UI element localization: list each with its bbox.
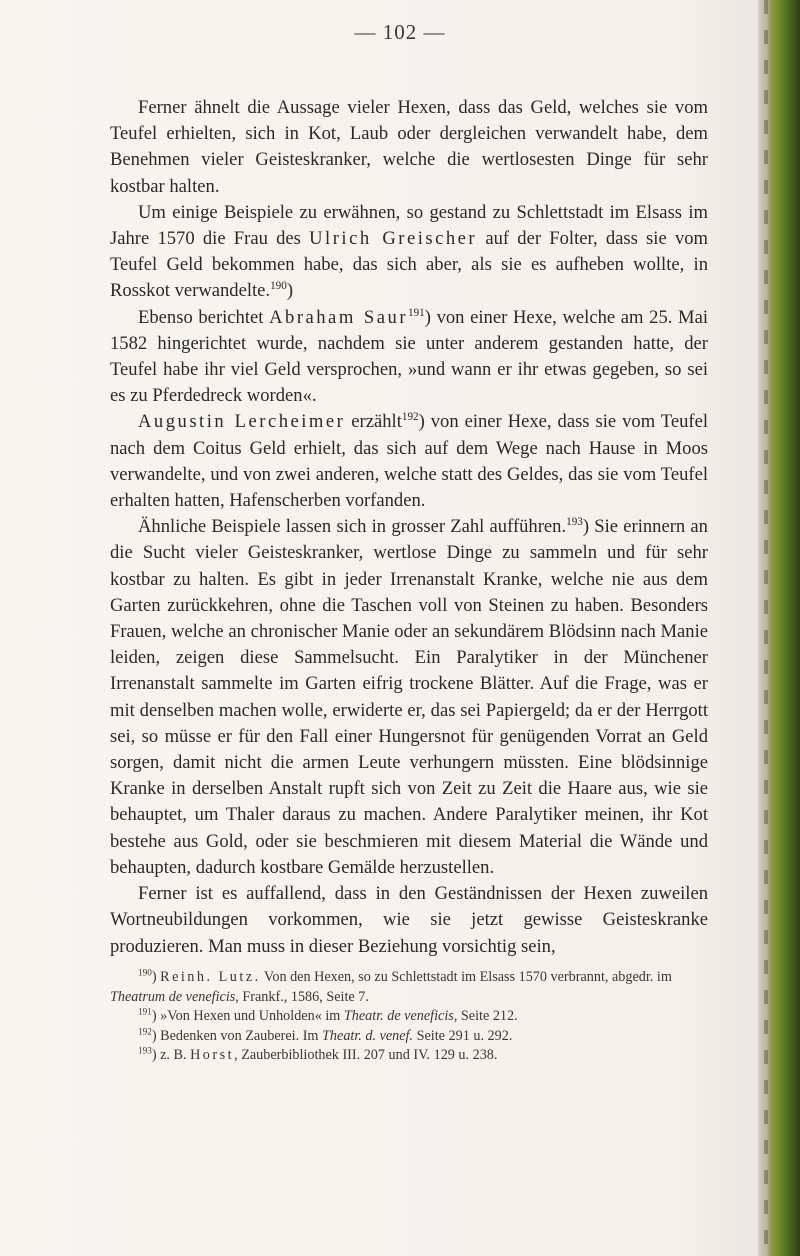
footnote: [110, 1046, 708, 1066]
spaced-name: Horst: [190, 1047, 235, 1063]
footnote-reference: 190: [270, 280, 287, 293]
text-run: auf der Folter, dass sie vom Teufel Geld bekommen habe, das sich aber, als sie es aufheben wollte, in Rosskot verwandelte.: [110, 228, 708, 302]
text-run: ) Bedenken von Zauberei. Im: [151, 1027, 323, 1044]
main-text: [110, 95, 708, 960]
footnote-reference: 192: [401, 411, 419, 424]
spaced-name: Abraham Saur: [269, 306, 409, 328]
paragraph: [110, 200, 708, 305]
paragraph: [110, 514, 708, 881]
footnote: [110, 1007, 708, 1027]
footnote-reference: 191: [408, 306, 425, 319]
italic-title: Theatr. de veneficis: [343, 1008, 454, 1024]
paragraph: [110, 409, 708, 514]
paragraph: [110, 95, 708, 200]
text-run: ): [286, 280, 294, 302]
text-run: ) »Von Hexen und Unholden« im: [151, 1008, 344, 1024]
text-run: Ferner ähnelt die Aussage vieler Hexen, dass das Geld, welches sie vom Teufel erhielten, sich in Kot, Laub oder dergleichen verwandelt habe, dem Benehmen vieler Geisteskranker, welche die wertlosesten Dinge für sehr kostbar halten.: [110, 97, 708, 197]
text-run: ) von einer Hexe, welche am 25. Mai 1582 hingerichtet wurde, nachdem sie unter anderem gestanden hatte, der Teufel habe ihr viel Geld versprochen, »und wann er ihr etwas gegeben, so sei es zu Pferdedreck worden«.: [110, 306, 708, 407]
footnote-number: 192: [138, 1025, 152, 1036]
text-run: Seite 291 u. 292.: [413, 1027, 513, 1044]
footnote-number: 191: [138, 1006, 152, 1017]
paragraph: [110, 305, 708, 410]
spaced-name: Augustin Lercheimer: [138, 411, 346, 433]
book-spine-edge: [758, 0, 800, 1256]
text-run: ) von einer Hexe, dass sie vom Teufel nach dem Coitus Geld erhielt, das sich auf dem Wege nach Hause in Moos verwandelte, und von zwei anderen, welche statt des Geldes, das sie vom Teufel erhalten hatten, Hafenscherben vorfanden.: [110, 411, 708, 512]
italic-title: Theatrum de veneficis: [110, 988, 236, 1005]
footnote-reference: 193: [566, 516, 583, 529]
italic-title: Theatr. d. venef.: [322, 1027, 414, 1044]
text-run: Ähnliche Beispiele lassen sich in grosser Zahl aufführen.: [138, 516, 567, 538]
page-number: — 102 —: [354, 20, 446, 44]
spaced-name: Ulrich Greischer: [309, 228, 478, 250]
text-run: Von den Hexen, so zu Schlettstadt im Elsass 1570 verbrannt, abgedr. im: [260, 969, 672, 985]
text-run: Um einige Beispiele zu erwähnen, so gestand zu Schlettstadt im Elsass im Jahre 1570 die Frau des: [110, 201, 708, 250]
text-run: erzählt: [345, 411, 402, 433]
spaced-name: Reinh. Lutz.: [160, 969, 261, 985]
text-run: Ebenso berichtet: [138, 306, 270, 328]
footnote-number: 193: [138, 1045, 152, 1056]
footnote: [110, 968, 708, 1007]
text-run: , Frankf., 1586, Seite 7.: [235, 988, 369, 1005]
text-run: Ferner ist es auffallend, dass in den Geständnissen der Hexen zuweilen Wortneubildungen vorkommen, wie sie jetzt gewisse Geisteskranke produzieren. Man muss in dieser Beziehung vorsichtig sein,: [110, 883, 708, 957]
text-run: ) Sie erinnern an die Sucht vieler Geisteskranker, wertlose Dinge zu sammeln und für sehr kostbar zu halten. Es gibt in jeder Irrenanstalt Kranke, welche nie aus dem Garten zurückkehren, ohne die Taschen voll von Steinen zu haben. Besonders Frauen, welche an chronischer Manie oder an sekundärem Blödsinn nach Manie leiden, zeigen diese Sammelsucht. Ein Paralytiker in der Münchener Irrenanstalt sammelte im Garten eifrig trockene Blätter. Auf die Frage, was er mit denselben machen wolle, erwiderte er, das sei Papiergeld; da er der Herrgott sei, so müsse er für den Fall einer Hungersnot für genügenden Vorrat an Geld sorgen, damit nicht die armen Leute verhungern müssten. Eine blödsinnige Kranke in derselben Anstalt rupft sich von Zeit zu Zeit die Haare aus, wie sie behauptet, um Thaler daraus zu machen. Andere Paralytiker meinen, ihr Kot bestehe aus Gold, oder sie beschmieren mit diesem Material die Wände und behaupten, dadurch kostbare Gemälde herzustellen.: [110, 516, 708, 878]
text-run: , Zauberbibliothek III. 207 und IV. 129 u. 238.: [234, 1047, 498, 1063]
paragraph: [110, 881, 708, 960]
footnotes: [110, 968, 708, 1066]
text-run: ): [151, 969, 161, 985]
footnote: [110, 1027, 708, 1047]
footnote-number: 190: [138, 967, 152, 978]
text-run: ) z. B.: [151, 1047, 191, 1063]
text-run: , Seite 212.: [453, 1008, 518, 1024]
